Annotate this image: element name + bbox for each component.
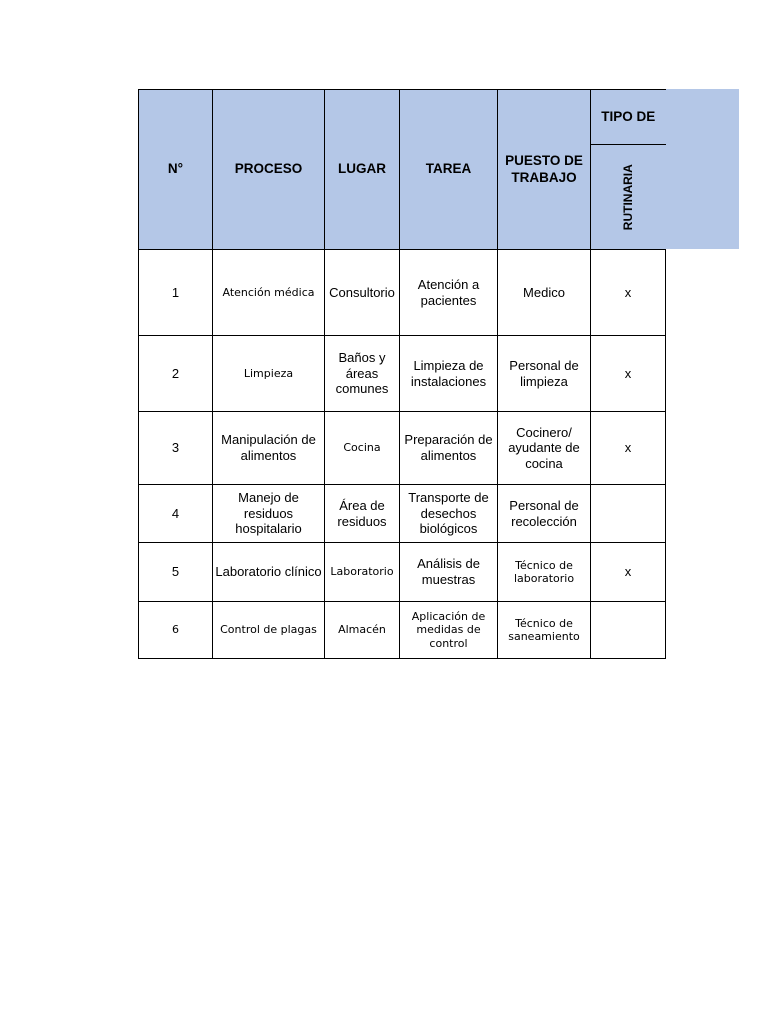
cell-n: 3 bbox=[139, 412, 213, 485]
cell-n: 6 bbox=[139, 602, 213, 659]
cell-puesto: Personal de recolección bbox=[498, 485, 591, 543]
cell-proceso: Atención médica bbox=[213, 250, 325, 336]
cell-n: 4 bbox=[139, 485, 213, 543]
cell-proceso: Manipulación de alimentos bbox=[213, 412, 325, 485]
table-row bbox=[139, 250, 666, 336]
cell-puesto: Medico bbox=[498, 250, 591, 336]
cell-puesto: Personal de limpieza bbox=[498, 336, 591, 412]
cell-lugar: Área de residuos bbox=[325, 485, 400, 543]
header-puesto: PUESTO DE TRABAJO bbox=[498, 90, 591, 250]
table-row bbox=[139, 336, 666, 412]
header-proceso: PROCESO bbox=[213, 90, 325, 250]
cell-n: 1 bbox=[139, 250, 213, 336]
table-row bbox=[139, 485, 666, 543]
cell-tarea: Atención a pacientes bbox=[400, 250, 498, 336]
cell-proceso: Control de plagas bbox=[213, 602, 325, 659]
cell-tarea: Limpieza de instalaciones bbox=[400, 336, 498, 412]
cell-tarea: Análisis de muestras bbox=[400, 543, 498, 602]
cell-lugar: Consultorio bbox=[325, 250, 400, 336]
cell-proceso: Laboratorio clínico bbox=[213, 543, 325, 602]
header-rutinaria-label: RUTINARIA bbox=[621, 164, 636, 231]
risk-table bbox=[138, 89, 666, 659]
cell-tarea: Preparación de alimentos bbox=[400, 412, 498, 485]
cell-n: 2 bbox=[139, 336, 213, 412]
cell-lugar: Almacén bbox=[325, 602, 400, 659]
cell-rutinaria: x bbox=[591, 412, 666, 485]
cell-lugar: Cocina bbox=[325, 412, 400, 485]
cell-rutinaria bbox=[591, 485, 666, 543]
cell-tarea: Transporte de desechos biológicos bbox=[400, 485, 498, 543]
cell-n: 5 bbox=[139, 543, 213, 602]
cell-lugar: Laboratorio bbox=[325, 543, 400, 602]
header-n: N° bbox=[139, 90, 213, 250]
table-row bbox=[139, 543, 666, 602]
cell-proceso: Manejo de residuos hospitalario bbox=[213, 485, 325, 543]
cell-rutinaria: x bbox=[591, 250, 666, 336]
table-row bbox=[139, 602, 666, 659]
cell-rutinaria: x bbox=[591, 543, 666, 602]
cell-rutinaria bbox=[591, 602, 666, 659]
cell-puesto: Cocinero/ ayudante de cocina bbox=[498, 412, 591, 485]
cell-rutinaria: x bbox=[591, 336, 666, 412]
header-lugar: LUGAR bbox=[325, 90, 400, 250]
cell-tarea: Aplicación de medidas de control bbox=[400, 602, 498, 659]
cell-proceso: Limpieza bbox=[213, 336, 325, 412]
cell-puesto: Técnico de saneamiento bbox=[498, 602, 591, 659]
header-tipo: TIPO DE bbox=[591, 90, 666, 145]
table-row bbox=[139, 412, 666, 485]
header-rutinaria bbox=[591, 145, 666, 250]
cell-puesto: Técnico de laboratorio bbox=[498, 543, 591, 602]
cell-lugar: Baños y áreas comunes bbox=[325, 336, 400, 412]
header-tarea: TAREA bbox=[400, 90, 498, 250]
